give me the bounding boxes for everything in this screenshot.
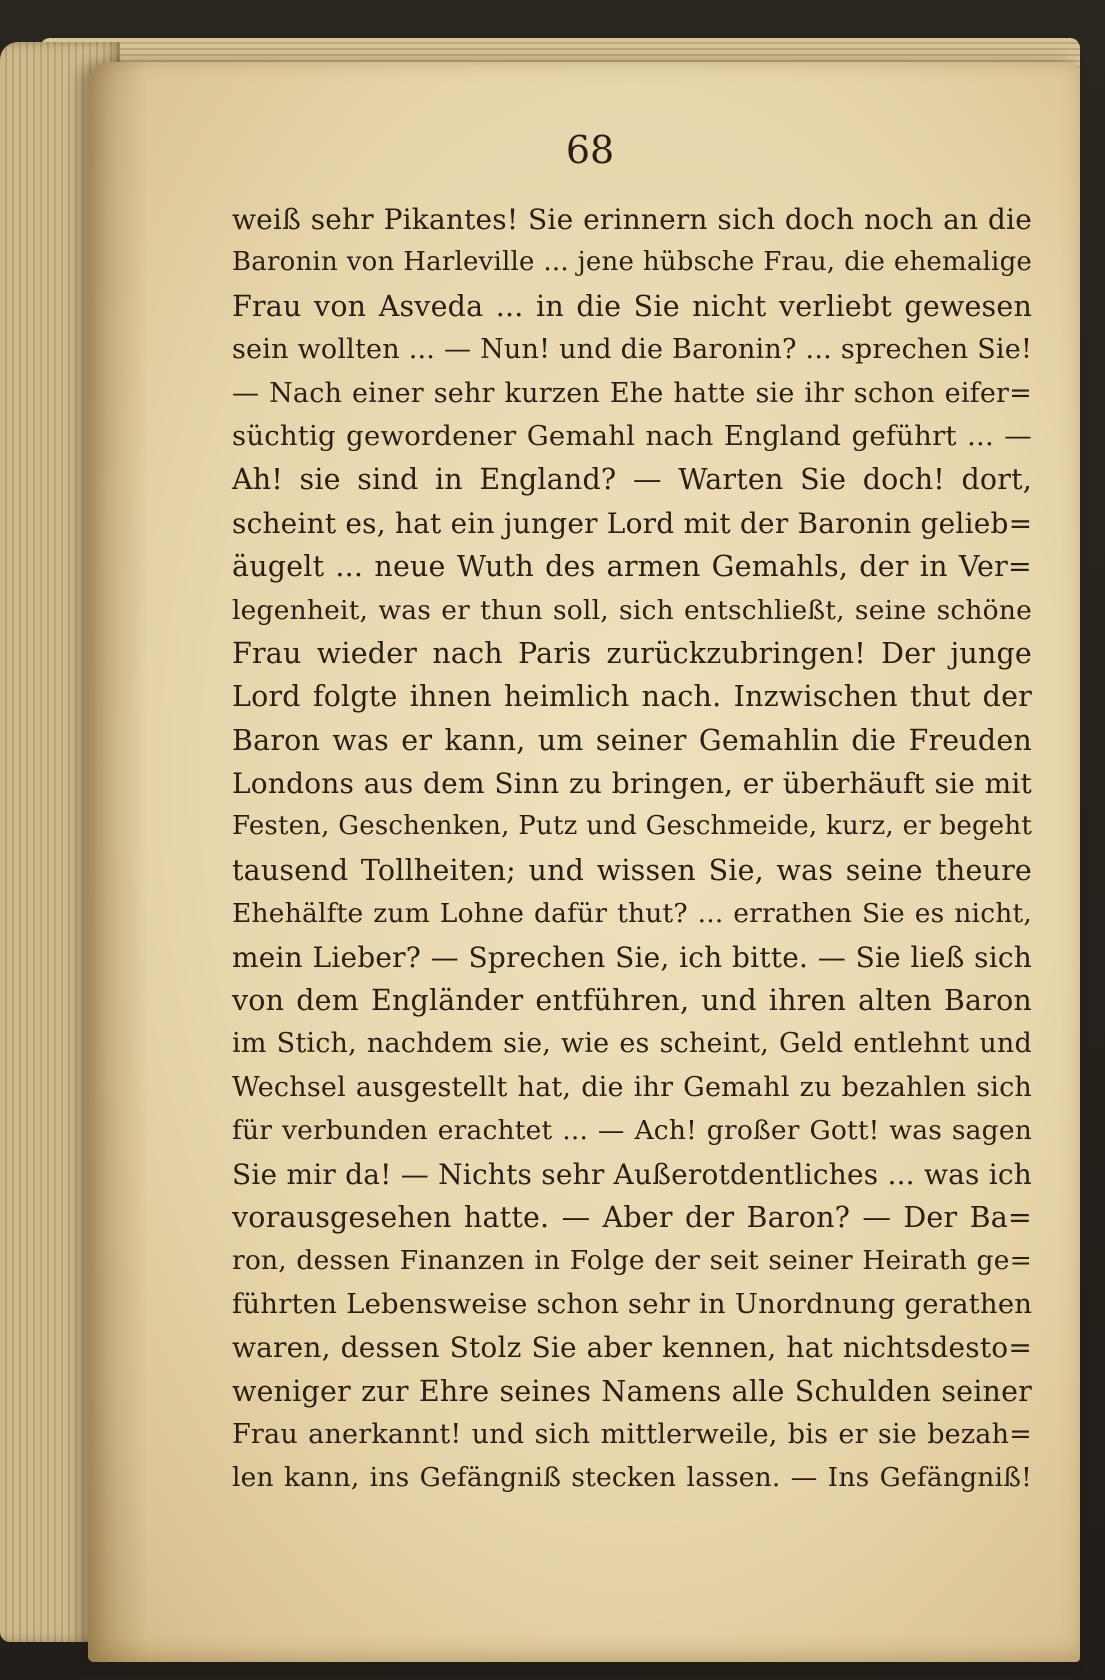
text-line: für verbunden erachtet ... — Ach! großer Gott! was sagen [232,1115,1032,1147]
text-line: im Stich, nachdem sie, wie es scheint, Geld entlehnt und [232,1028,1032,1060]
text-line: Baron was er kann, um seiner Gemahlin die Freuden [232,723,1032,757]
text-line: Frau wieder nach Paris zurückzubringen! Der junge [232,636,1032,670]
text-line: scheint es, hat ein junger Lord mit der Baronin gelieb= [232,506,1033,540]
text-line: mein Lieber? — Sprechen Sie, ich bitte. — Sie ließ sich [232,940,1032,974]
text-line: — Nach einer sehr kurzen Ehe hatte sie ihr schon eifer= [232,377,1032,409]
text-line: waren, dessen Stolz Sie aber kennen, hat nichtsdesto= [232,1331,1032,1365]
text-line: süchtig gewordener Gemahl nach England geführt ... — [232,419,1032,452]
text-line: weniger zur Ehre seines Namens alle Schulden seiner [232,1374,1032,1408]
page-number: 68 [565,128,615,172]
text-line: ron, dessen Finanzen in Folge der seit seiner Heirath ge= [232,1245,1032,1277]
text-line: Wechsel ausgestellt hat, die ihr Gemahl zu bezahlen sich [232,1071,1032,1103]
text-line: Lord folgte ihnen heimlich nach. Inzwischen thut der [232,680,1032,714]
page-text [232,198,1032,1500]
text-line: von dem Engländer entführen, und ihren alten Baron [232,984,1032,1018]
text-line: Ehehälfte zum Lohne dafür thut? ... errathen Sie es nicht, [232,898,1032,930]
text-line: führten Lebensweise schon sehr in Unordnung gerathen [232,1287,1033,1320]
text-line: legenheit, was er thun soll, sich entschließt, seine schöne [232,594,1032,626]
text-line: Baronin von Harleville ... jene hübsche Frau, die ehemalige [232,247,1032,278]
text-line: Ah! sie sind in England? — Warten Sie doch! dort, [232,463,1032,497]
text-line: weiß sehr Pikantes! Sie erinnern sich doch noch an die [232,203,1032,236]
text-line: len kann, ins Gefängniß stecken lassen. — Ins Gefängniß! [232,1462,1032,1494]
text-line: vorausgesehen hatte. — Aber der Baron? — Der Ba= [232,1200,1032,1234]
text-line: Frau von Asveda ... in die Sie nicht verliebt gewesen [232,289,1032,323]
text-line: äugelt ... neue Wuth des armen Gemahls, der in Ver= [232,550,1032,584]
text-line: Sie mir da! — Nichts sehr Außerotdentliches ... was ich [232,1157,1032,1191]
text-line: Frau anerkannt! und sich mittlerweile, bis er sie bezah= [232,1418,1032,1450]
text-line: Londons aus dem Sinn zu bringen, er überhäuft sie mit [232,767,1032,801]
text-line: Festen, Geschenken, Putz und Geschmeide, kurz, er begeht [232,811,1032,842]
text-line: sein wollten ... — Nun! und die Baronin? ... sprechen Sie! [232,334,1032,366]
text-line: tausend Tollheiten; und wissen Sie, was seine theure [232,853,1032,887]
